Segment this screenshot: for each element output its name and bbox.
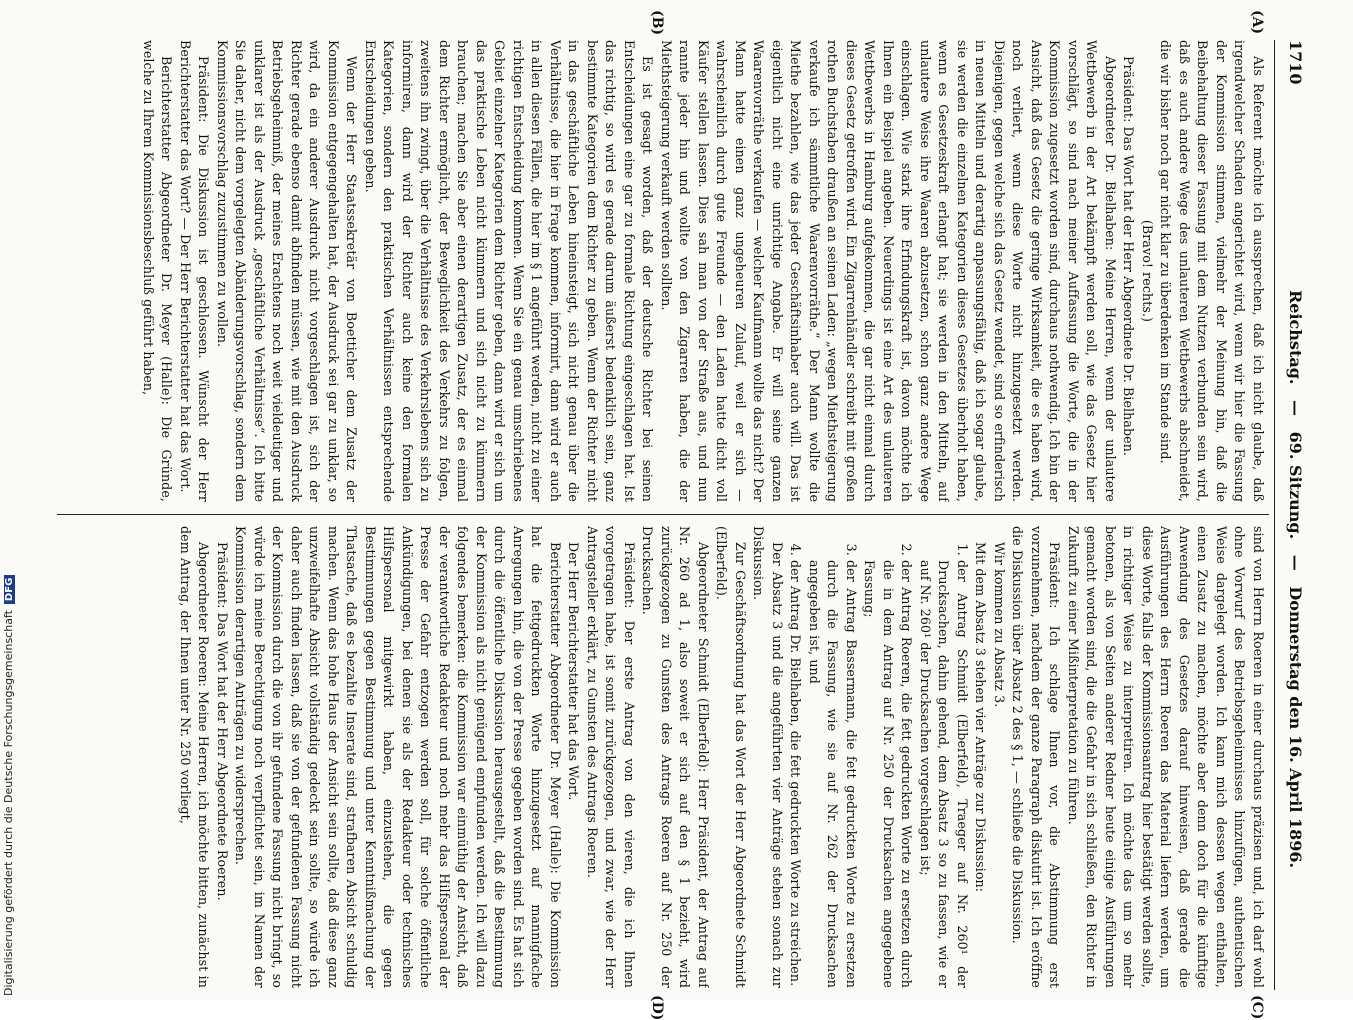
paragraph: Als Referent möchte ich aussprechen, daß ich nicht glaube, daß irgendwelcher Schaden angerichtet wird, wenn wir hier die Fassung der Kommission stimmen, vielmehr der Meinung bin, daß die Beibehaltung dieser Fassung mit dem Nutzen verbunden sein wird, daß es auch andere Wege des unlauteren Wettbewerbs abschneidet, die wir bisher noch gar nicht klar zu überdenken im Stande sind. <box>1158 40 1266 502</box>
paragraph: Präsident: Das Wort hat der Herr Abgeordnete Dr. Bielhaben. <box>1121 56 1137 457</box>
paragraph: Wenn der Herr Staatssekretär von Boetticher dem Zusatz der Kommission entgegengehalten hat, der Ausdruck sei gar zu unklar, so wird, da ein anderer Ausdruck nicht vorgeschlagen ist, sich der Richter gerade ebenso damit abfinden müssen, wie mit den Ausdruck Betriebsgeheimniß, der meines Erachtens noch weit vieldeutiger und unklarer ist als der Ausdruck „geschäftliche Verhältnisse“. Ich bitte Sie daher, nicht dem vorgelegten Abänderungsvorschlag, sondern dem Kommissionsvorschlag zuzustimmen zu wollen. <box>215 40 360 502</box>
left-column <box>67 40 1267 502</box>
paragraph: Abgeordneter Schmidt (Elberfeld): Herr Präsident, der Antrag auf Nr. 260 ad 1, also soweit er sich auf den § 1 bezieht, wird zurückgezogen zu Gunsten des Antrags Roeren auf Nr. 250 der Drucksachen. <box>640 526 711 988</box>
running-title <box>1286 290 1305 878</box>
paragraph: Der Herr Berichterstatter hat das Wort. <box>566 542 582 801</box>
motion-list <box>786 526 971 988</box>
paragraph: Berichterstatter Abgeordneter Dr. Meyer (Halle): Die Gründe, welche zu Ihrem Kommissionsbeschluß geführt haben, <box>141 40 175 502</box>
page-header <box>1277 40 1305 990</box>
paragraph: Präsident: Ich schlage Ihnen vor, die Abstimmung erst vorzunehmen, nachdem der ganze Paragraph diskutirt ist. Ich eröffne die Diskussion über Absatz 2 des § 1, — schließe die Diskussion. <box>1010 526 1063 988</box>
column-divider <box>57 514 1269 515</box>
list-item: 2. der Antrag Roeren, die fett gedruckten Worte zu ersetzen durch die in dem Antrag auf Nr. 250 der Drucksachen angegebene Fassung; <box>860 560 916 988</box>
right-column <box>67 526 1267 988</box>
paragraph: Abgeordneter Dr. Bielhaben: Meine Herren, wenn der unlautere Wettbewerb in der Art bekämpft werden soll, wie das Gesetz hier vorschlägt, so sind nach meiner Auffassung die Worte, die in der Kommission zugesetzt worden sind, durchaus nothwendig. Ich bin der Ansicht, daß das Gesetz die geringe Wirksamkeit, die es haben wird, noch verliert, wenn diese Worte nicht hinzugesetzt werden. Diejenigen, gegen welche sich das Gesetz wendet, sind so erfinderisch in neuen Mitteln und derartig anpassungsfähig, daß ich sogar glaube, sie werden die einzelnen Kategorien dieses Gesetzes überholt haben, wenn es Gesetzeskraft erlangt hat; sie werden in den Mitteln, auf unlautere Weise ihre Waaren abzusetzen, schon ganz andere Wege einschlagen. Wie stark ihre Erfindungskraft ist, davon möchte ich Ihnen ein Beispiel angeben. Neuerdings ist eine Art des unlauteren Wettbewerbs in Hamburg aufgekommen, die gar nicht einmal durch dieses Gesetz getroffen wird. Ein Zigarrenhändler schreibt mit großen rothen Buchstaben draußen an seinen Laden: „wegen Miethsteigerung verkaufe ich sämmtliche Waarenvorräthe.“ Der Mann wollte die Miethe bezahlen, wie das jeder Geschäftsinhaber auch will. Das ist eigentlich nicht eine unrichtige Angabe. Er will seine ganzen Waarenvorräthe verkaufen — welcher Kaufmann wollte das nicht? Der Mann hatte einen ganz ungeheuren Zulauf, weil er sich — wahrscheinlich durch gute Freunde — den Laden hatte dicht voll Käufer stellen lassen. Dies sah man von der Straße aus, und nun rannte jeder hin und wollte von den Zigarren haben, die der Miethsteigerung verkauft werden sollten. <box>659 40 1118 502</box>
footer-strip <box>0 0 16 1000</box>
running-title-body: Reichstag. <box>1286 290 1305 385</box>
margin-mark-a: (A) <box>1249 10 1265 35</box>
stage-direction: (Bravo! rechts.) <box>1140 219 1155 323</box>
running-title-session: 69. Sitzung. <box>1286 431 1305 540</box>
paragraph: Der Absatz 3 und die angeführten vier Anträge stehen sonach zur Diskussion. <box>751 526 785 988</box>
running-title-dash: — <box>1286 400 1305 417</box>
paragraph: Abgeordneter Roeren: Meine Herren, ich möchte bitten, zunächst in dem Antrag, der Ihnen unter Nr. 250 vorliegt, <box>178 526 212 988</box>
paragraph: Zur Geschäftsordnung hat das Wort der Herr Abgeordnete Schmidt (Elberfeld). <box>714 526 748 988</box>
margin-mark-b: (B) <box>649 10 665 36</box>
header-rule <box>1274 40 1275 990</box>
paragraph: Mit dem Absatz 3 stehen vier Anträge zur Diskussion: <box>973 542 989 893</box>
list-item: 3. der Antrag Bassermann, die fett gedruckten Worte zu ersetzen durch die Fassung, wie sie auf Nr. 262 der Drucksachen angegeben ist, und <box>805 560 861 988</box>
paragraph: Berichterstatter Abgeordneter Dr. Meyer (Halle): Die Kommission hat die fettgedruckten Worte hinzugesetzt auf mannigfache Anregungen hin, die von der Presse gegeben worden sind. Es hat sich durch die öffentliche Diskussion herausgestellt, daß die Bestimmung der Kommission als nicht genügend empfunden werden. Ich will dazu folgendes bemerken: die Kommission war einmüthig der Ansicht, daß der verantwortliche Redakteur und noch mehr das Hilfspersonal der Presse der Gefahr entzogen werden soll, für solche öffentliche Ankündigungen, bei denen sie als der Redakteur oder technisches Hilfspersonal mitgewirkt haben, einzustehen, die gegen Bestimmungen gegen Bestimmung und unter Kenntnißmachung der Thatsache, daß es bezahlte Inserate sind, strafbaren Absicht schuldig machen. Wenn das hohe Haus der Ansicht sein sollte, daß diese ganz unzweifelhafte Absicht vollständig gedeckt sein sollte, so würde ich daher auch finden lassen, daß sie von der gefundenen Fassung nicht der Kommission durch die von ihr gefundene Fassung nicht bringt, so würde ich meine Berechtigung noch verpflichtet sein, im Namen der Kommission derartigen Anträgen zu widersprechen. <box>233 526 563 988</box>
running-title-date: Donnerstag den 16. April 1896. <box>1286 586 1305 869</box>
dfg-logo: DFG <box>4 575 15 604</box>
margin-mark-c: (C) <box>1249 995 1265 1020</box>
funding-text: Digitalisierung gefördert durch die Deutsche Forschungsgemeinschaft <box>2 610 15 996</box>
margin-mark-d: (D) <box>649 995 665 1020</box>
paragraph: Präsident: Das Wort hat der Herr Abgeordnete Roeren. <box>215 542 230 901</box>
paragraph: Wir kommen zu Absatz 3. <box>992 542 1007 708</box>
running-title-dash-2: — <box>1286 554 1305 571</box>
page-number: 1710 <box>1286 40 1305 85</box>
paragraph: Präsident: Die Diskussion ist geschlossen. Wünscht der Herr Berichterstatter das Wort? — Der Herr Berichterstatter hat das Wort. <box>178 40 212 502</box>
rotated-page-content <box>15 10 1305 1020</box>
paragraph: Es ist gesagt worden, daß der deutsche Richter bei seinen Entscheidungen eine gar zu formale Richtung eingeschlagen hat. Ist das richtig, so wird es gerade darum äußerst bedenklich sein, ganz bestimmte Kategorien dem Richter zu geben. Wenn der Richter nicht in das geschäftliche Leben hineinsteigt, sich nicht genau über die Verhältnisse, die hier in Frage kommen, informirt, dann wird er auch in allen diesen Fällen, die hier im § 1 angeführt werden, nicht zu einer richtigen Entscheidung kommen. Wenn Sie ein genau umschriebenes Gebiet einzelner Kategorien dem Richter geben, dann wird er sich um das praktische Leben nicht kümmern und sich nicht zu kümmern brauchen; machen Sie aber einen derartigen Zusatz, der es einmal dem Richter ermöglicht, der Beweglichkeit des Verkehrs zu folgen, zweitens ihn zwingt, über die Verhältnisse des Verkehrslebens sich zu informiren, dann wird der Richter auch keine den formalen Kategorien, sondern den praktischen Verhältnissen entsprechende Entscheidungen geben. <box>363 40 656 502</box>
paragraph: Präsident: Der erste Antrag von den vieren, die ich Ihnen vorgetragen habe, ist somit zurückgezogen, und zwar, wie der Herr Antragsteller erklärt, zu Gunsten des Antrags Roeren. <box>585 526 637 988</box>
list-item: 1. der Antrag Schmidt (Elberfeld), Traeger auf Nr. 260¹ der Drucksachen, dahin gehend, dem Absatz 3 so zu fassen, wie er auf Nr. 260¹ der Drucksachen vorgeschlagen ist; <box>916 560 972 988</box>
list-item: 4. der Antrag Dr. Bielhaben, die fett gedruckten Worte zu streichen. <box>786 560 805 988</box>
funding-notice <box>2 0 15 996</box>
paragraph: sind von Herrn Roeren in einer durchaus präzisen und, ich darf wohl ohne Vorwurf des Betriebsgeheimnisses hinzufügen, authentischen Weise dargelegt worden. Ich kann mich dessen wegen enthalten, einen Zusatz zu machen, möchte aber denn doch für die künftige Anwendung des Gesetzes darauf hinweisen, daß gerade die Ausführungen des Herrn Roeren das Material liefern werden, um diese Worte, falls der Kommissionsantrag hier bestätigt werden sollte, in richtiger Weise zu interpretiren. Ich möchte das um so mehr betonen, als von Seiten anderer Redner heute einige Ausführungen gemacht worden sind, die die Gefahr in sich schließen, den Richter in Zukunft zu einer Mißinterpretation zu führen. <box>1066 526 1266 988</box>
